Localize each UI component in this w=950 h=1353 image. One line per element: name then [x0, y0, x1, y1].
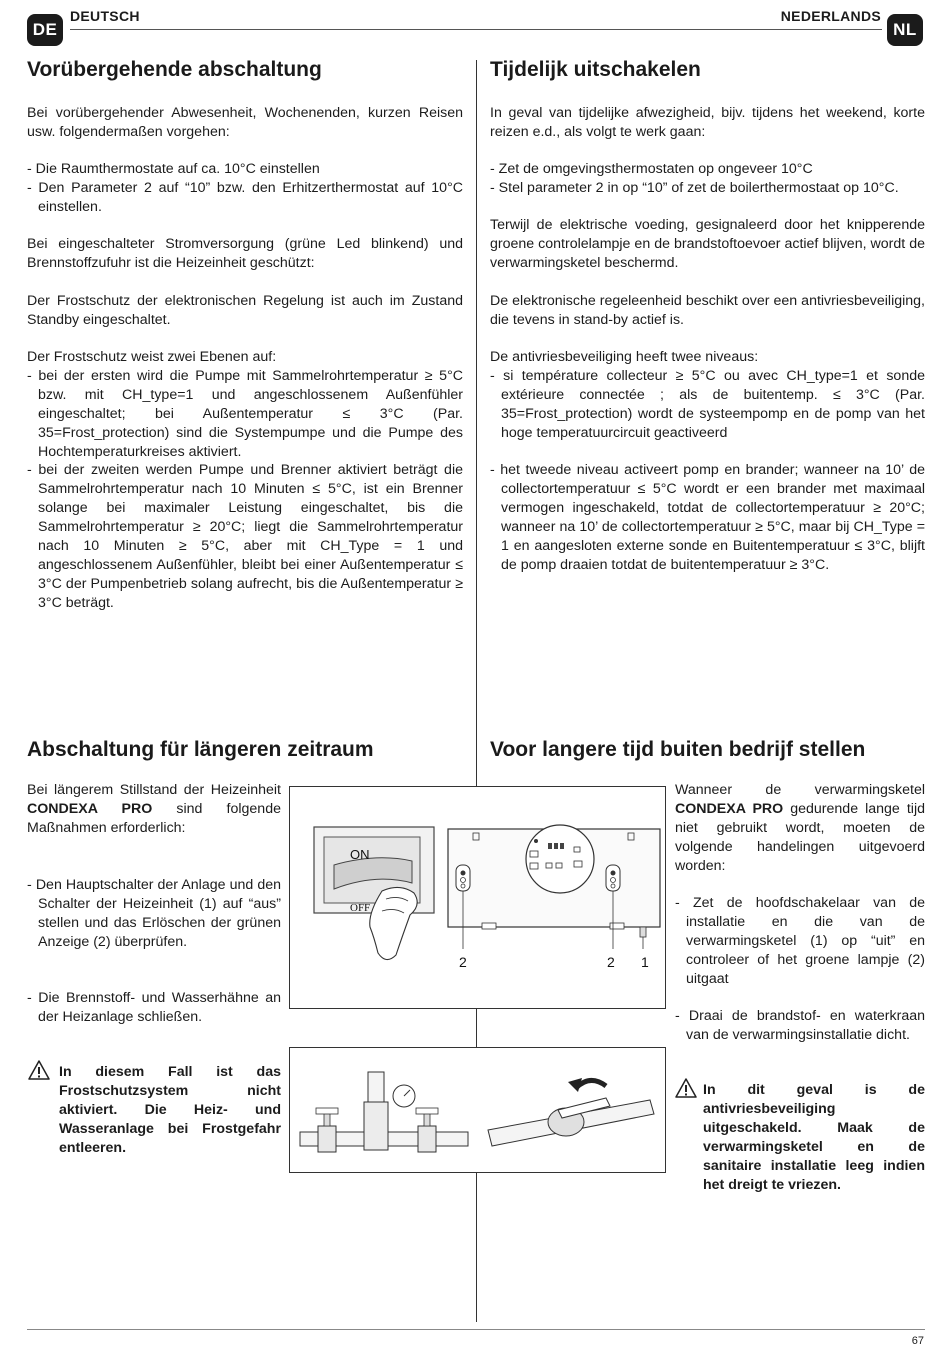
de-long-intro-b: sind folgende Maßnahmen erforderlich: [27, 801, 281, 836]
nl-long-intro-b: gedurende lange tijd niet gebruikt wordt, moeten de volgende handelingen uitgevoerd worden: [675, 801, 925, 874]
indicator-right [606, 865, 620, 891]
list-item: - Den Hauptschalter der Anlage und den Schalter der Heizeinheit (1) auf “aus” stellen und das Erlöschen der grünen Anzeige (2) überprüfen. [27, 876, 281, 952]
de-long-title: Abschaltung für längeren zeitraum [27, 738, 374, 761]
list-item: - Den Parameter 2 auf “10” bzw. den Erhitzerthermostat auf 10°C einstellen. [27, 179, 463, 217]
valves-illustration [290, 1048, 665, 1172]
nl-warning: In dit geval is de antivriesbeveiliging uitgeschakeld. Maak de verwarmingsketel en de sanitaire installatie leeg indien het dreigt te vriezen. [703, 1082, 925, 1193]
list-item: - het tweede niveau activeert pomp en brander; wanneer na 10’ de collectortemperatuur ≤ 5°C wordt er een brander met maximaal vermogen ingeschakeld, totdat de collectortemperatuur ≥ 20°C; wanneer na 10’ de collectortemperatuur ≥ 5°C, maar bij CH_Type = 1 en aangesloten externe sonde en Buitentemperatuur ≤ 3°C, blijft de pomp draaien totdat de buitentemperatuur ≥ 3°C. [490, 461, 925, 575]
list-item: - Zet de hoofdschakelaar van de installatie en die van de verwarmingsketel (1) op “uit” en controleer of het groene lampje (2) uitgaat [675, 894, 925, 989]
safety-valve [364, 1102, 388, 1150]
list-item: - si température collecteur ≥ 5°C ou avec CH_type=1 et sonde extérieure connectée ; als de buitentemp. ≤ 3°C (Par. 35=Frost_protection) wordt de systeempomp en de pomp van het hoge temperatuurcircuit geactiveerd [490, 367, 925, 443]
list-item: - bei der ersten wird die Pumpe mit Sammelrohrtemperatur ≥ 5°C bzw. mit CH_type=1 und angeschlossenem Außenfühler eingeschaltet; bei Außentemperatur ≤ 3°C (Par. 35=Frost_protection) sind die Systempumpe und die Pumpe des Hochtemperaturkreises aktiviert. [27, 367, 463, 462]
header-rule [70, 29, 882, 30]
control-panel-zoom [526, 825, 594, 893]
main-switch-boiler [640, 927, 646, 937]
de-long-step-2 [27, 989, 281, 1027]
callout-2-right: 2 [607, 954, 615, 970]
lang-badge-de: DE [27, 14, 63, 46]
nl-long-title: Voor langere tijd buiten bedrijf stellen [490, 738, 866, 761]
de-temp-title: Vorübergehende abschaltung [27, 58, 322, 81]
nl-temp-level-2 [490, 461, 925, 575]
brand-name: CONDEXA PRO [675, 801, 784, 817]
lang-name-de: DEUTSCH [70, 8, 140, 24]
nl-long-intro [675, 781, 925, 876]
valve-handle-icon [316, 1108, 338, 1114]
de-temp-level-1 [27, 367, 463, 462]
list-item: - Stel parameter 2 in op “10” of zet de boilerthermostaat op 10°C. [490, 179, 925, 198]
nl-temp-steps [490, 160, 925, 198]
de-temp-p1: Bei eingeschalteter Stromversorgung (grüne Led blinkend) und Brennstoffzufuhr ist die Heizeinheit geschützt: [27, 236, 463, 271]
nl-long-step-2 [675, 1007, 925, 1045]
de-long-intro-a: Bei längerem Stillstand der Heizeinheit [27, 782, 281, 798]
switch-off-label: OFF [350, 902, 371, 914]
de-temp-p2: Der Frostschutz der elektronischen Regelung ist auch im Zustand Standby eingeschaltet. [27, 293, 463, 328]
de-temp-level-2 [27, 461, 463, 613]
list-item: - bei der zweiten werden Pumpe und Brenner aktiviert beträgt die Sammelrohrtemperatur nach 10 Minuten ≤ 5°C, ist ein Brenner solange bei maximaler Leistung eingeschaltet, bis die Sammelrohrtemperatur ≥ 20°C; liegt die Sammelrohrtemperatur nach 10 Minuten ≥ 5°C, aber mit CH_Type = 1 und angeschlossenem Außenfühler, bleibt bei einer Außentemperatur ≤ 3°C der Pumpenbetrieb solang aufrecht, bis die Außentemperatur ≥ 3°C beträgt. [27, 461, 463, 613]
nl-temp-title: Tijdelijk uitschakelen [490, 58, 701, 81]
valve-handle-icon [416, 1108, 438, 1114]
list-item: - Die Brennstoff- und Wasserhähne an der Heizanlage schließen. [27, 989, 281, 1027]
callout-1: 1 [641, 954, 649, 970]
figure-valves [289, 1047, 666, 1173]
de-temp-intro: Bei vorübergehender Abwesenheit, Wochenenden, kurzen Reisen usw. folgendermaßen vorgehen: [27, 105, 463, 140]
figure-switch-boiler [289, 786, 666, 1009]
de-long-step-1 [27, 876, 281, 952]
list-item: - Die Raumthermostate auf ca. 10°C einstellen [27, 160, 463, 179]
nl-temp-intro: In geval van tijdelijke afwezigheid, bijv. tijdens het weekend, korte reizen e.d., als volgt te werk gaan: [490, 105, 925, 140]
brand-name: CONDEXA PRO [27, 801, 153, 817]
list-item: - Zet de omgevingsthermostaten op ongeveer 10°C [490, 160, 925, 179]
switch-boiler-illustration [290, 787, 665, 1008]
de-temp-steps [27, 160, 463, 217]
lang-name-nl: NEDERLANDS [780, 8, 881, 24]
callout-2-left: 2 [459, 954, 467, 970]
nl-temp-p3: De antivriesbeveiliging heeft twee niveaus: [490, 349, 759, 365]
de-warning: In diesem Fall ist das Frostschutzsystem nicht aktiviert. Die Heiz- und Wasseranlage bei Frostgefahr entleeren. [59, 1064, 281, 1156]
indicator-left [456, 865, 470, 891]
page-number: 67 [911, 1335, 924, 1347]
nl-temp-p1: Terwijl de elektrische voeding, gesignaleerd door het knipperende groene controlelampje en de brandstoftoevoer actief blijven, wordt de verwarmingsketel beschermd. [490, 217, 925, 271]
switch-on-label: ON [350, 847, 370, 862]
footer-rule [27, 1329, 925, 1330]
warning-icon [28, 1060, 50, 1080]
nl-temp-level-1 [490, 367, 925, 443]
nl-temp-p2: De elektronische regeleenheid beschikt over een antivriesbeveiliging, die tevens in stand-by actief is. [490, 293, 925, 328]
lang-badge-nl: NL [887, 14, 923, 46]
list-item: - Draai de brandstof- en waterkraan van de verwarmingsinstallatie dicht. [675, 1007, 925, 1045]
de-long-intro [27, 781, 281, 838]
nl-long-intro-a: Wanneer de verwarmingsketel [675, 782, 925, 798]
nl-long-step-1 [675, 894, 925, 989]
de-temp-p3: Der Frostschutz weist zwei Ebenen auf: [27, 349, 277, 365]
warning-icon [675, 1078, 697, 1098]
